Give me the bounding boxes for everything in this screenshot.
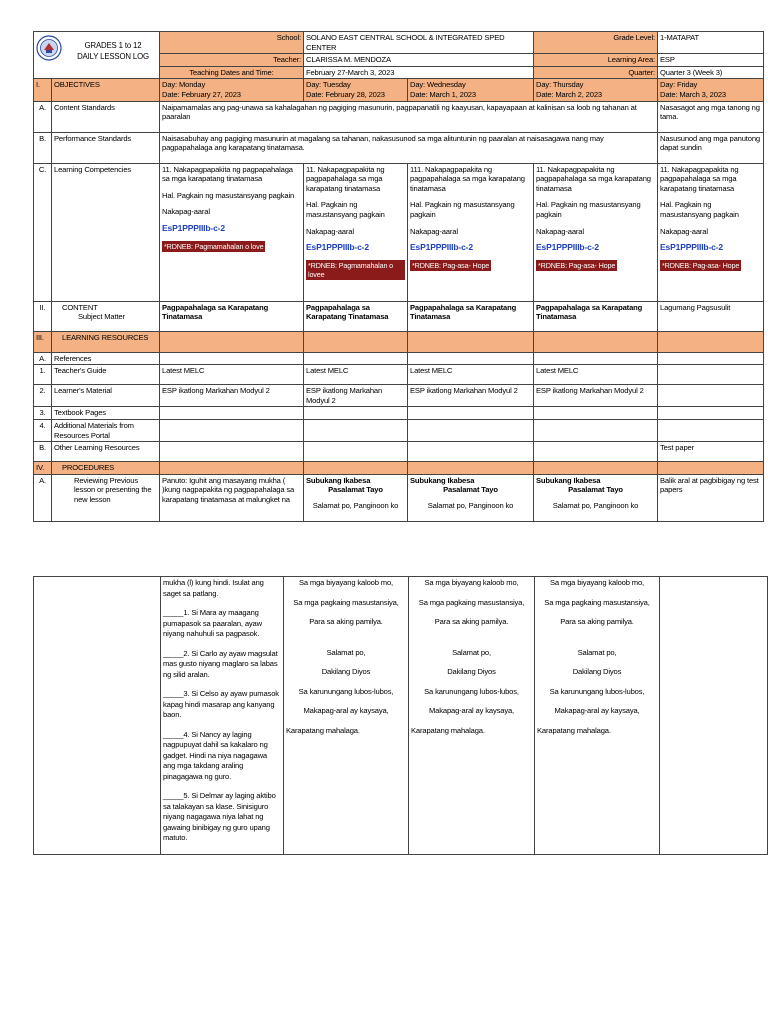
day-header-tuesday: Day: Tuesday Date: February 28, 2023 [304,79,408,101]
resources-label: LEARNING RESOURCES [52,331,160,352]
rev-cell-monday: Panuto: Iguhit ang masayang mukha ( )kung nagpapakita ng pagpapahalaga sa karapatang tinatamasa at malungket na [160,474,304,521]
cs-friday: Nasasagot ang mga tanong ng tama. [658,101,764,132]
header-logo-title [34,32,160,79]
tg-cell-tuesday: Latest MELC [304,365,408,385]
day-header-thursday: Day: Thursday Date: March 2, 2023 [534,79,658,101]
lc-num: C. [34,163,52,301]
p2-tuesday-song: Sa mga biyayang kaloob mo, Sa mga pagkaing masustansiya, Para sa aking pamilya. Salamat po, Dakilang Diyos Sa karunungang lubos-lubos, Makapag-aral ay kaysaya, Karapatang mahalaga. [284,577,409,855]
tg-cell-wednesday: Latest MELC [408,365,534,385]
teacher-value: CLARISSA M. MENDOZA [304,54,534,67]
cs-text: Naipamamalas ang pag-unawa sa kahalagahan ng pagiging masunurin, pagpapanatili ng kaayusan, kapayapaan at kalinisan sa loob ng tahanan at paaralan [160,101,658,132]
resources-num: III. [34,331,52,352]
grade-label: Grade Level: [534,32,658,54]
exercise-item: _____4. Si Nancy ay laging nagpupuyat dahil sa kakalaro ng gadget. Hindi na niya nagagawa ang mga takdang araling pinagagawa ng guro. [163,729,268,781]
lc-cell-wednesday: 111. Nakapagpapakita ng pagpapahalaga sa mga karapatang tinatamasa Hal. Pagkain ng masustansyang pagkain Nakapag-aaral EsP1PPPIIIb-c-2 *RDNEB: Pag-asa- Hope [408,163,534,301]
school-label: School: [160,32,304,54]
rev-cell-thursday: Subukang Ikabesa Pasalamat Tayo Salamat po, Panginoon ko [534,474,658,521]
rdneb-tag: *RDNEB: Pagmamahalan o love [164,241,264,251]
tg-cell-thursday: Latest MELC [534,365,658,385]
content-label: CONTENT [62,302,98,312]
ref-num: A. [34,352,52,365]
lm-cell-monday: ESP ikatlong Markahan Modyul 2 [160,385,304,407]
lc-code: EsP1PPPIIIb-c-2 [306,242,369,253]
tb-label: Textbook Pages [52,407,160,420]
lc-cell-friday: 11. Nakapagpapakita ng pagpapahalaga sa mga karapatang tinatamasa Hal. Pagkain ng masustansyang pagkain Nakapag-aaral EsP1PPPIIIb-c-2 *RDNEB: Pag-asa- Hope [658,163,764,301]
exercise-item: _____5. Si Delmar ay laging aktibo sa talakayan sa klase. Sinisiguro niyang nagagawa niya lahat ng gawaing binibigay ng guro upang matuto. [163,791,276,842]
content-sublabel: Subject Matter [78,312,125,322]
content-cell-tuesday: Pagpapahalaga sa Karapatang Tinatamasa [304,301,408,331]
lm-num: 2. [34,385,52,407]
dates-value: February 27-March 3, 2023 [304,66,534,79]
lc-label: Learning Competencies [52,163,160,301]
grade-value: 1-MATAPAT [658,32,764,54]
title-line1: GRADES 1 to 12 [84,41,142,50]
rev-cell-wednesday: Subukang Ikabesa Pasalamat Tayo Salamat po, Panginoon ko [408,474,534,521]
rev-cell-tuesday: Subukang Ikabesa Pasalamat Tayo Salamat po, Panginoon ko [304,474,408,521]
procedures-label: PROCEDURES [52,462,160,475]
rev-cell-friday: Balik aral at pagbibigay ng test papers [658,474,764,521]
school-value: SOLANO EAST CENTRAL SCHOOL & INTEGRATED SPED CENTER [304,32,534,54]
deped-seal-icon [36,35,62,61]
day-header-wednesday: Day: Wednesday Date: March 1, 2023 [408,79,534,101]
olr-num: B. [34,442,52,462]
lc-cell-tuesday: 11. Nakapagpapakita ng pagpapahalaga sa mga karapatang tinatamasa Hal. Pagkain ng masustansyang pagkain Nakapag-aaral EsP1PPPIIIb-c-2 *RDNEB: Pagmamahalan o lovee [304,163,408,301]
day-header-friday: Day: Friday Date: March 3, 2023 [658,79,764,101]
content-cell-wednesday: Pagpapahalaga sa Karapatang Tinatamasa [408,301,534,331]
exercise-item: _____3. Si Celso ay ayaw pumasok kapag hindi masarap ang kanyang baon. [163,689,279,719]
procedures-num: IV. [34,462,52,475]
ps-friday: Nasusunod ang mga panutong dapat sundin [658,132,764,163]
olr-friday: Test paper [658,442,764,462]
rdneb-tag: *RDNEB: Pag-asa- Hope [412,260,490,270]
tg-cell-friday [658,365,764,385]
lc-code: EsP1PPPIIIb-c-2 [410,242,473,253]
p2-friday-cell [660,577,768,855]
p2-label-cell [34,577,161,855]
olr-label: Other Learning Resources [52,442,160,462]
exercise-item: _____2. Si Carlo ay ayaw magsulat mas gusto niyang maglaro sa labas ng silid aralan. [163,648,278,679]
p2-wednesday-song: Sa mga biyayang kaloob mo, Sa mga pagkaing masustansiya, Para sa aking pamilya. Salamat po, Dakilang Diyos Sa karunungang lubos-lubos, Makapag-aral ay kaysaya, Karapatang mahalaga. [409,577,535,855]
lc-code: EsP1PPPIIIb-c-2 [536,242,599,253]
rdneb-tag: *RDNEB: Pag-asa- Hope [662,260,740,270]
ps-num: B. [34,132,52,163]
quarter-label: Quarter: [534,66,658,79]
lc-cell-thursday: 11. Nakapagpapakita ng pagpapahalaga sa mga karapatang tinatamasa Hal. Pagkain ng masustansyang pagkain Nakapag-aaral EsP1PPPIIIb-c-2 *RDNEB: Pag-asa- Hope [534,163,658,301]
objectives-num: I. [34,79,52,101]
p2-thursday-song: Sa mga biyayang kaloob mo, Sa mga pagkaing masustansiya, Para sa aking pamilya. Salamat po, Dakilang Diyos Sa karunungang lubos-lubos, Makapag-aral ay kaysaya, Karapatang mahalaga. [535,577,660,855]
lm-label: Learner's Material [52,385,160,407]
exercise-item: _____1. Si Mara ay maagang pumapasok sa paaralan, ayaw niyang nahuhuli sa pagpasok. [163,608,262,638]
area-value: ESP [658,54,764,67]
lm-cell-wednesday: ESP ikatlong Markahan Modyul 2 [408,385,534,407]
lc-cell-monday: 11. Nakapagpapakita ng pagpapahalaga sa mga karapatang tinatamasa Hal. Pagkain ng masustansyang pagkain Nakapag-aaral EsP1PPPIIIb-c-2 *RDNEB: Pagmamahalan o love [160,163,304,301]
tg-num: 1. [34,365,52,385]
ps-label: Performance Standards [52,132,160,163]
lc-code: EsP1PPPIIIb-c-2 [660,242,723,253]
dates-label: Teaching Dates and Time: [160,66,304,79]
continuation-table [33,576,768,855]
title-line2: DAILY LESSON LOG [77,52,149,61]
am-label: Additional Materials from Resources Portal [52,419,160,441]
daily-lesson-log-table [33,31,764,522]
rev-label: Reviewing Previous lesson or presenting the new lesson [52,474,160,521]
lc-code: EsP1PPPIIIb-c-2 [162,222,225,233]
content-cell-monday: Pagpapahalaga sa Karapatang Tinatamasa [160,301,304,331]
lm-cell-tuesday: ESP ikatlong Markahan Modyul 2 [304,385,408,407]
p2-monday-cell: mukha (l) kung hindi. Isulat ang saget sa patlang. _____1. Si Mara ay maagang pumapasok sa paaralan, ayaw niyang nahuhuli sa pagpasok. _____2. Si Carlo ay ayaw magsulat mas gusto niyang maglaro sa labas ng silid aralan. _____3. Si Celso ay ayaw pumasok kapag hindi masarap ang kanyang baon. _____4. Si Nancy ay laging nagpupuyat dahil sa kakalaro ng gadget. Hindi na niya nagagawa ang mga takdang araling pinagagawa ng guro. _____5. Si Delmar ay laging aktibo sa talakayan sa klase. Sinisiguro niyang nagagawa niya lahat ng gawaing binibigay ng guro upang matuto. [161,577,284,855]
area-label: Learning Area: [534,54,658,67]
content-cell-friday: Lagumang Pagsusulit [658,301,764,331]
objectives-label: OBJECTIVES [52,79,160,101]
cs-num: A. [34,101,52,132]
rev-num: A. [34,474,52,521]
content-cell-thursday: Pagpapahalaga sa Karapatang Tinatamasa [534,301,658,331]
am-num: 4. [34,419,52,441]
ref-label: References [52,352,160,365]
tg-cell-monday: Latest MELC [160,365,304,385]
lm-cell-friday [658,385,764,407]
tb-num: 3. [34,407,52,420]
ps-text: Naisasabuhay ang pagiging masunurin at magalang sa tahanan, nakasusunod sa mga alituntunin ng paaralan at naisasagawa nang may pagpapahalaga ang karapatang tinatamasa. [160,132,658,163]
teacher-label: Teacher: [160,54,304,67]
lm-cell-thursday: ESP ikatlong Markahan Modyul 2 [534,385,658,407]
rdneb-tag: *RDNEB: Pagmamahalan o lovee [306,260,405,280]
content-num: II. [34,301,52,331]
rdneb-tag: *RDNEB: Pag-asa- Hope [538,260,616,270]
quarter-value: Quarter 3 (Week 3) [658,66,764,79]
tg-label: Teacher's Guide [52,365,160,385]
cs-label: Content Standards [52,101,160,132]
day-header-monday: Day: Monday Date: February 27, 2023 [160,79,304,101]
content-label-cell [52,301,160,331]
